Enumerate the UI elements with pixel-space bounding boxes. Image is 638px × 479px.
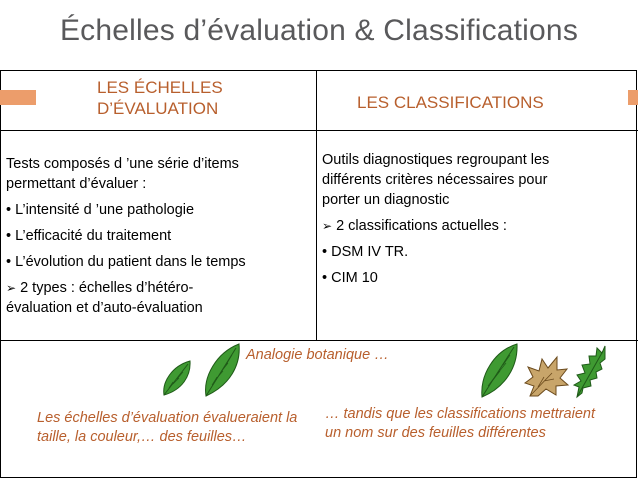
- table-body-divider: [0, 340, 638, 341]
- classif-count-text: 2 classifications actuelles :: [332, 218, 507, 234]
- echelles-bullet-intensite: • L’intensité d ’une pathologie: [6, 202, 195, 218]
- echelles-types-line2: évaluation et d’auto-évaluation: [6, 300, 203, 316]
- header-echelles-line1: LES ÉCHELLES: [97, 78, 223, 97]
- echelles-types-text: 2 types : échelles d’hétéro-: [16, 280, 194, 296]
- caption-echelles-line3: des feuilles…: [159, 429, 247, 445]
- arrow-bullet-icon: ➢: [6, 281, 17, 295]
- caption-echelles: [37, 409, 307, 447]
- large-green-leaf-icon: [202, 341, 242, 399]
- caption-classifications: [325, 405, 605, 443]
- classif-intro-line1: Outils diagnostiques regroupant les: [322, 152, 550, 168]
- caption-classif-line3: différentes: [478, 425, 546, 441]
- header-echelles-line2: D’ÉVALUATION: [97, 99, 219, 118]
- green-leaf-icon: [478, 341, 520, 399]
- caption-classif-line1: … tandis que les classifications: [325, 406, 527, 422]
- header-marker-left: [0, 90, 36, 105]
- echelles-intro-line2: permettant d’évaluer :: [6, 176, 147, 192]
- table-header-divider: [0, 130, 638, 131]
- green-serrated-leaf-icon: [572, 343, 608, 399]
- page-title: Échelles d’évaluation & Classifications: [59, 14, 579, 47]
- header-marker-right: [628, 90, 638, 105]
- table-column-divider: [316, 70, 317, 340]
- cell-echelles: [6, 154, 311, 318]
- caption-echelles-line1: Les échelles d’évaluation: [37, 410, 200, 426]
- classif-bullet-dsm: • DSM IV TR.: [322, 244, 409, 260]
- classif-bullet-cim: • CIM 10: [322, 270, 378, 286]
- echelles-bullet-evolution: • L’évolution du patient dans le temps: [6, 254, 246, 270]
- echelles-intro-line1: Tests composés d ’une série d’items: [6, 156, 239, 172]
- classif-intro-line2: différents critères nécessaires pour: [322, 172, 548, 188]
- classif-count: [322, 216, 622, 236]
- echelles-types-line1: [6, 278, 311, 298]
- echelles-bullet-efficacite: • L’efficacité du traitement: [6, 228, 172, 244]
- small-green-leaf-icon: [160, 358, 194, 398]
- caption-echelles-line2: évalueraient la taille, la couleur,…: [37, 410, 298, 445]
- header-echelles: [97, 77, 267, 119]
- analogy-label: Analogie botanique …: [246, 347, 389, 363]
- brown-maple-leaf-icon: [522, 353, 570, 399]
- classif-intro-line3: porter un diagnostic: [322, 192, 450, 208]
- caption-classif-line2: mettraient un nom sur des feuilles: [325, 406, 596, 441]
- arrow-bullet-icon: ➢: [322, 219, 333, 233]
- header-classifications: LES CLASSIFICATIONS: [357, 93, 544, 112]
- cell-classifications: [322, 150, 622, 288]
